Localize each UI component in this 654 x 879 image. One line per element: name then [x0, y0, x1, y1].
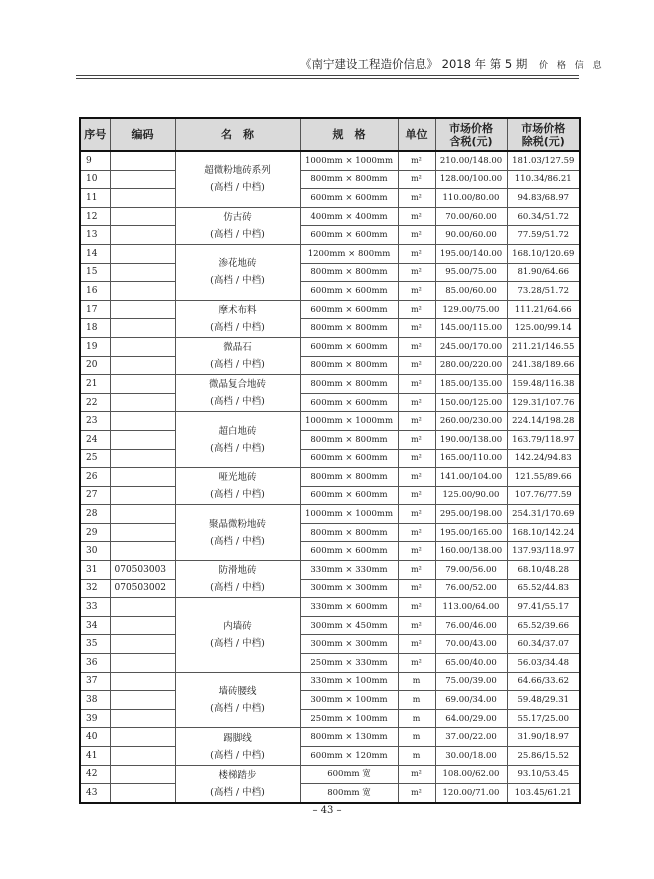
cell-name: 超白地砖 (高档 / 中档): [175, 412, 300, 468]
cell-seq: 16: [80, 282, 110, 301]
cell-spec: 800mm × 800mm: [300, 523, 398, 542]
cell-spec: 800mm 宽: [300, 784, 398, 803]
cell-price-notax: 73.28/51.72: [507, 282, 580, 301]
table-header-row: [80, 118, 580, 151]
cell-spec: 600mm × 600mm: [300, 282, 398, 301]
header-rule: [76, 75, 579, 76]
col-header-price-tax: 市场价格 含税(元): [435, 118, 507, 151]
cell-unit: m²: [398, 616, 435, 635]
cell-price-tax: 125.00/90.00: [435, 486, 507, 505]
cell-spec: 800mm × 800mm: [300, 356, 398, 375]
cell-code: [110, 170, 175, 189]
cell-code: [110, 244, 175, 263]
cell-seq: 11: [80, 189, 110, 208]
cell-unit: m²: [398, 523, 435, 542]
cell-price-tax: 85.00/60.00: [435, 282, 507, 301]
cell-code: [110, 747, 175, 766]
cell-seq: 25: [80, 449, 110, 468]
cell-code: [110, 319, 175, 338]
cell-price-notax: 65.52/39.66: [507, 616, 580, 635]
price-table: [79, 117, 581, 804]
cell-spec: 1000mm × 1000mm: [300, 412, 398, 431]
table-row: [80, 579, 580, 598]
table-row: [80, 375, 580, 394]
cell-unit: m²: [398, 654, 435, 673]
cell-spec: 250mm × 100mm: [300, 709, 398, 728]
cell-name: 超微粉地砖系列 (高档 / 中档): [175, 151, 300, 207]
cell-seq: 26: [80, 468, 110, 487]
cell-price-notax: 129.31/107.76: [507, 393, 580, 412]
cell-code: [110, 412, 175, 431]
table-row: [80, 151, 580, 170]
cell-unit: m²: [398, 337, 435, 356]
table-row: [80, 170, 580, 189]
cell-code: [110, 468, 175, 487]
cell-code: [110, 616, 175, 635]
cell-seq: 23: [80, 412, 110, 431]
cell-name: 楼梯踏步 (高档 / 中档): [175, 765, 300, 803]
cell-seq: 28: [80, 505, 110, 524]
cell-unit: m²: [398, 784, 435, 803]
cell-unit: m: [398, 691, 435, 710]
cell-price-tax: 76.00/52.00: [435, 579, 507, 598]
cell-unit: m: [398, 672, 435, 691]
cell-code: [110, 486, 175, 505]
cell-price-notax: 241.38/189.66: [507, 356, 580, 375]
cell-seq: 29: [80, 523, 110, 542]
cell-price-notax: 60.34/51.72: [507, 207, 580, 226]
cell-price-tax: 295.00/198.00: [435, 505, 507, 524]
cell-code: [110, 691, 175, 710]
cell-unit: m²: [398, 579, 435, 598]
cell-code: [110, 207, 175, 226]
table-row: [80, 635, 580, 654]
table-row: [80, 393, 580, 412]
cell-unit: m²: [398, 151, 435, 170]
cell-spec: 330mm × 600mm: [300, 598, 398, 617]
cell-price-tax: 79.00/56.00: [435, 561, 507, 580]
cell-code: [110, 282, 175, 301]
cell-code: [110, 765, 175, 784]
cell-price-tax: 30.00/18.00: [435, 747, 507, 766]
cell-code: [110, 635, 175, 654]
cell-price-tax: 75.00/39.00: [435, 672, 507, 691]
cell-price-tax: 90.00/60.00: [435, 226, 507, 245]
cell-price-notax: 56.03/34.48: [507, 654, 580, 673]
cell-seq: 18: [80, 319, 110, 338]
cell-name: 渗花地砖 (高档 / 中档): [175, 244, 300, 300]
cell-price-tax: 108.00/62.00: [435, 765, 507, 784]
cell-price-notax: 103.45/61.21: [507, 784, 580, 803]
cell-name: 踢脚线 (高档 / 中档): [175, 728, 300, 765]
cell-price-notax: 64.66/33.62: [507, 672, 580, 691]
table-row: [80, 300, 580, 319]
cell-code: [110, 505, 175, 524]
cell-unit: m²: [398, 375, 435, 394]
cell-unit: m²: [398, 561, 435, 580]
cell-unit: m²: [398, 356, 435, 375]
cell-price-notax: 121.55/89.66: [507, 468, 580, 487]
cell-name: 仿古砖 (高档 / 中档): [175, 207, 300, 244]
cell-price-notax: 111.21/64.66: [507, 300, 580, 319]
cell-seq: 13: [80, 226, 110, 245]
cell-code: [110, 151, 175, 170]
table-row: [80, 561, 580, 580]
cell-price-tax: 128.00/100.00: [435, 170, 507, 189]
cell-spec: 600mm × 600mm: [300, 449, 398, 468]
cell-seq: 21: [80, 375, 110, 394]
cell-price-tax: 185.00/135.00: [435, 375, 507, 394]
cell-unit: m²: [398, 207, 435, 226]
cell-unit: m²: [398, 319, 435, 338]
cell-unit: m²: [398, 226, 435, 245]
cell-code: [110, 709, 175, 728]
cell-seq: 15: [80, 263, 110, 282]
table-row: [80, 263, 580, 282]
cell-spec: 600mm × 600mm: [300, 226, 398, 245]
cell-price-tax: 120.00/71.00: [435, 784, 507, 803]
cell-seq: 24: [80, 430, 110, 449]
cell-unit: m²: [398, 449, 435, 468]
cell-spec: 600mm × 600mm: [300, 393, 398, 412]
cell-price-tax: 195.00/140.00: [435, 244, 507, 263]
cell-spec: 600mm × 120mm: [300, 747, 398, 766]
cell-price-tax: 145.00/115.00: [435, 319, 507, 338]
header-rule-thin: [76, 78, 579, 79]
cell-price-tax: 70.00/43.00: [435, 635, 507, 654]
table-row: [80, 319, 580, 338]
cell-price-notax: 94.83/68.97: [507, 189, 580, 208]
cell-unit: m: [398, 709, 435, 728]
cell-name: 内墙砖 (高档 / 中档): [175, 598, 300, 672]
cell-price-tax: 195.00/165.00: [435, 523, 507, 542]
cell-spec: 300mm × 300mm: [300, 635, 398, 654]
cell-price-notax: 60.34/37.07: [507, 635, 580, 654]
cell-seq: 30: [80, 542, 110, 561]
cell-code: [110, 375, 175, 394]
cell-name: 哑光地砖 (高档 / 中档): [175, 468, 300, 505]
cell-unit: m: [398, 728, 435, 747]
cell-price-tax: 129.00/75.00: [435, 300, 507, 319]
section-label: 价 格 信 息: [539, 61, 605, 71]
cell-spec: 800mm × 130mm: [300, 728, 398, 747]
cell-seq: 39: [80, 709, 110, 728]
cell-seq: 12: [80, 207, 110, 226]
table-row: [80, 598, 580, 617]
cell-spec: 330mm × 330mm: [300, 561, 398, 580]
cell-price-tax: 113.00/64.00: [435, 598, 507, 617]
cell-unit: m²: [398, 300, 435, 319]
cell-seq: 38: [80, 691, 110, 710]
cell-price-tax: 150.00/125.00: [435, 393, 507, 412]
cell-price-tax: 210.00/148.00: [435, 151, 507, 170]
cell-unit: m²: [398, 765, 435, 784]
cell-price-notax: 137.93/118.97: [507, 542, 580, 561]
cell-spec: 800mm × 800mm: [300, 170, 398, 189]
cell-code: [110, 523, 175, 542]
table-row: [80, 505, 580, 524]
cell-price-notax: 168.10/120.69: [507, 244, 580, 263]
table-row: [80, 784, 580, 803]
publication-title: 《南宁建设工程造价信息》 2018 年 第 5 期: [300, 57, 528, 71]
cell-price-notax: 211.21/146.55: [507, 337, 580, 356]
cell-price-tax: 160.00/138.00: [435, 542, 507, 561]
table-row: [80, 189, 580, 208]
cell-unit: m²: [398, 263, 435, 282]
cell-spec: 600mm × 600mm: [300, 189, 398, 208]
cell-spec: 300mm × 300mm: [300, 579, 398, 598]
table-row: [80, 430, 580, 449]
table-row: [80, 207, 580, 226]
cell-seq: 14: [80, 244, 110, 263]
cell-price-tax: 95.00/75.00: [435, 263, 507, 282]
cell-seq: 35: [80, 635, 110, 654]
cell-name: 防滑地砖 (高档 / 中档): [175, 561, 300, 598]
cell-price-notax: 81.90/64.66: [507, 263, 580, 282]
cell-spec: 300mm × 450mm: [300, 616, 398, 635]
cell-unit: m²: [398, 282, 435, 301]
cell-spec: 400mm × 400mm: [300, 207, 398, 226]
cell-seq: 43: [80, 784, 110, 803]
cell-spec: 600mm × 600mm: [300, 300, 398, 319]
cell-price-notax: 25.86/15.52: [507, 747, 580, 766]
cell-price-notax: 107.76/77.59: [507, 486, 580, 505]
cell-price-notax: 159.48/116.38: [507, 375, 580, 394]
cell-name: 墙砖腰线 (高档 / 中档): [175, 672, 300, 728]
cell-seq: 17: [80, 300, 110, 319]
cell-code: [110, 542, 175, 561]
cell-code: [110, 430, 175, 449]
cell-spec: 300mm × 100mm: [300, 691, 398, 710]
cell-unit: m²: [398, 430, 435, 449]
cell-seq: 42: [80, 765, 110, 784]
cell-price-notax: 168.10/142.24: [507, 523, 580, 542]
table-row: [80, 747, 580, 766]
cell-spec: 600mm × 600mm: [300, 337, 398, 356]
cell-code: [110, 263, 175, 282]
cell-spec: 1200mm × 800mm: [300, 244, 398, 263]
cell-unit: m²: [398, 598, 435, 617]
page-number: – 43 –: [312, 805, 342, 816]
table-row: [80, 486, 580, 505]
cell-price-notax: 97.41/55.17: [507, 598, 580, 617]
cell-spec: 250mm × 330mm: [300, 654, 398, 673]
table-row: [80, 412, 580, 431]
cell-spec: 800mm × 800mm: [300, 263, 398, 282]
cell-spec: 1000mm × 1000mm: [300, 505, 398, 524]
cell-code: [110, 393, 175, 412]
cell-unit: m²: [398, 170, 435, 189]
col-header-unit: 单位: [398, 118, 435, 151]
cell-unit: m²: [398, 505, 435, 524]
cell-price-notax: 254.31/170.69: [507, 505, 580, 524]
cell-seq: 9: [80, 151, 110, 170]
col-header-code: 编码: [110, 118, 175, 151]
cell-seq: 22: [80, 393, 110, 412]
cell-price-tax: 70.00/60.00: [435, 207, 507, 226]
table-row: [80, 542, 580, 561]
cell-price-notax: 65.52/44.83: [507, 579, 580, 598]
cell-price-tax: 190.00/138.00: [435, 430, 507, 449]
cell-spec: 800mm × 800mm: [300, 468, 398, 487]
cell-seq: 33: [80, 598, 110, 617]
table-row: [80, 337, 580, 356]
cell-spec: 800mm × 800mm: [300, 430, 398, 449]
cell-price-tax: 165.00/110.00: [435, 449, 507, 468]
cell-price-notax: 125.00/99.14: [507, 319, 580, 338]
col-header-name: 名 称: [175, 118, 300, 151]
cell-code: [110, 654, 175, 673]
cell-price-notax: 163.79/118.97: [507, 430, 580, 449]
cell-seq: 34: [80, 616, 110, 635]
table-row: [80, 765, 580, 784]
cell-spec: 330mm × 100mm: [300, 672, 398, 691]
table-row: [80, 282, 580, 301]
cell-price-notax: 110.34/86.21: [507, 170, 580, 189]
col-header-spec: 规 格: [300, 118, 398, 151]
cell-seq: 19: [80, 337, 110, 356]
table-row: [80, 226, 580, 245]
cell-seq: 37: [80, 672, 110, 691]
cell-unit: m²: [398, 393, 435, 412]
cell-price-tax: 69.00/34.00: [435, 691, 507, 710]
cell-unit: m²: [398, 542, 435, 561]
cell-code: 070503002: [110, 579, 175, 598]
cell-seq: 31: [80, 561, 110, 580]
cell-code: [110, 189, 175, 208]
cell-code: [110, 337, 175, 356]
cell-spec: 600mm × 600mm: [300, 486, 398, 505]
cell-price-notax: 77.59/51.72: [507, 226, 580, 245]
cell-unit: m²: [398, 412, 435, 431]
cell-seq: 32: [80, 579, 110, 598]
cell-price-notax: 181.03/127.59: [507, 151, 580, 170]
cell-unit: m²: [398, 468, 435, 487]
cell-spec: 800mm × 800mm: [300, 319, 398, 338]
cell-seq: 27: [80, 486, 110, 505]
cell-seq: 41: [80, 747, 110, 766]
table-row: [80, 691, 580, 710]
cell-price-tax: 260.00/230.00: [435, 412, 507, 431]
table-row: [80, 244, 580, 263]
cell-name: 微晶复合地砖 (高档 / 中档): [175, 375, 300, 412]
cell-price-tax: 37.00/22.00: [435, 728, 507, 747]
cell-price-notax: 93.10/53.45: [507, 765, 580, 784]
table-row: [80, 449, 580, 468]
col-header-price-notax: 市场价格 除税(元): [507, 118, 580, 151]
table-row: [80, 709, 580, 728]
cell-spec: 600mm 宽: [300, 765, 398, 784]
cell-code: [110, 449, 175, 468]
cell-unit: m²: [398, 486, 435, 505]
cell-seq: 20: [80, 356, 110, 375]
cell-unit: m²: [398, 244, 435, 263]
cell-unit: m²: [398, 635, 435, 654]
cell-price-tax: 110.00/80.00: [435, 189, 507, 208]
cell-price-tax: 65.00/40.00: [435, 654, 507, 673]
cell-code: [110, 672, 175, 691]
cell-price-notax: 55.17/25.00: [507, 709, 580, 728]
cell-code: [110, 300, 175, 319]
cell-price-notax: 68.10/48.28: [507, 561, 580, 580]
cell-price-notax: 59.48/29.31: [507, 691, 580, 710]
table-row: [80, 728, 580, 747]
cell-name: 聚晶微粉地砖 (高档 / 中档): [175, 505, 300, 561]
table-row: [80, 468, 580, 487]
cell-code: [110, 784, 175, 803]
running-header: [300, 56, 605, 72]
cell-price-tax: 76.00/46.00: [435, 616, 507, 635]
cell-price-tax: 245.00/170.00: [435, 337, 507, 356]
cell-seq: 36: [80, 654, 110, 673]
cell-price-tax: 141.00/104.00: [435, 468, 507, 487]
cell-spec: 600mm × 600mm: [300, 542, 398, 561]
cell-unit: m²: [398, 189, 435, 208]
table-row: [80, 616, 580, 635]
cell-seq: 10: [80, 170, 110, 189]
cell-price-notax: 224.14/198.28: [507, 412, 580, 431]
cell-name: 摩术布料 (高档 / 中档): [175, 300, 300, 337]
cell-code: [110, 598, 175, 617]
table-row: [80, 523, 580, 542]
cell-code: [110, 226, 175, 245]
table-row: [80, 356, 580, 375]
cell-price-tax: 64.00/29.00: [435, 709, 507, 728]
cell-price-tax: 280.00/220.00: [435, 356, 507, 375]
cell-price-notax: 31.90/18.97: [507, 728, 580, 747]
cell-code: 070503003: [110, 561, 175, 580]
cell-seq: 40: [80, 728, 110, 747]
cell-price-notax: 142.24/94.83: [507, 449, 580, 468]
cell-code: [110, 356, 175, 375]
col-header-seq: 序号: [80, 118, 110, 151]
cell-unit: m: [398, 747, 435, 766]
cell-name: 微晶石 (高档 / 中档): [175, 337, 300, 374]
cell-spec: 1000mm × 1000mm: [300, 151, 398, 170]
table-row: [80, 654, 580, 673]
cell-spec: 800mm × 800mm: [300, 375, 398, 394]
table-row: [80, 672, 580, 691]
cell-code: [110, 728, 175, 747]
